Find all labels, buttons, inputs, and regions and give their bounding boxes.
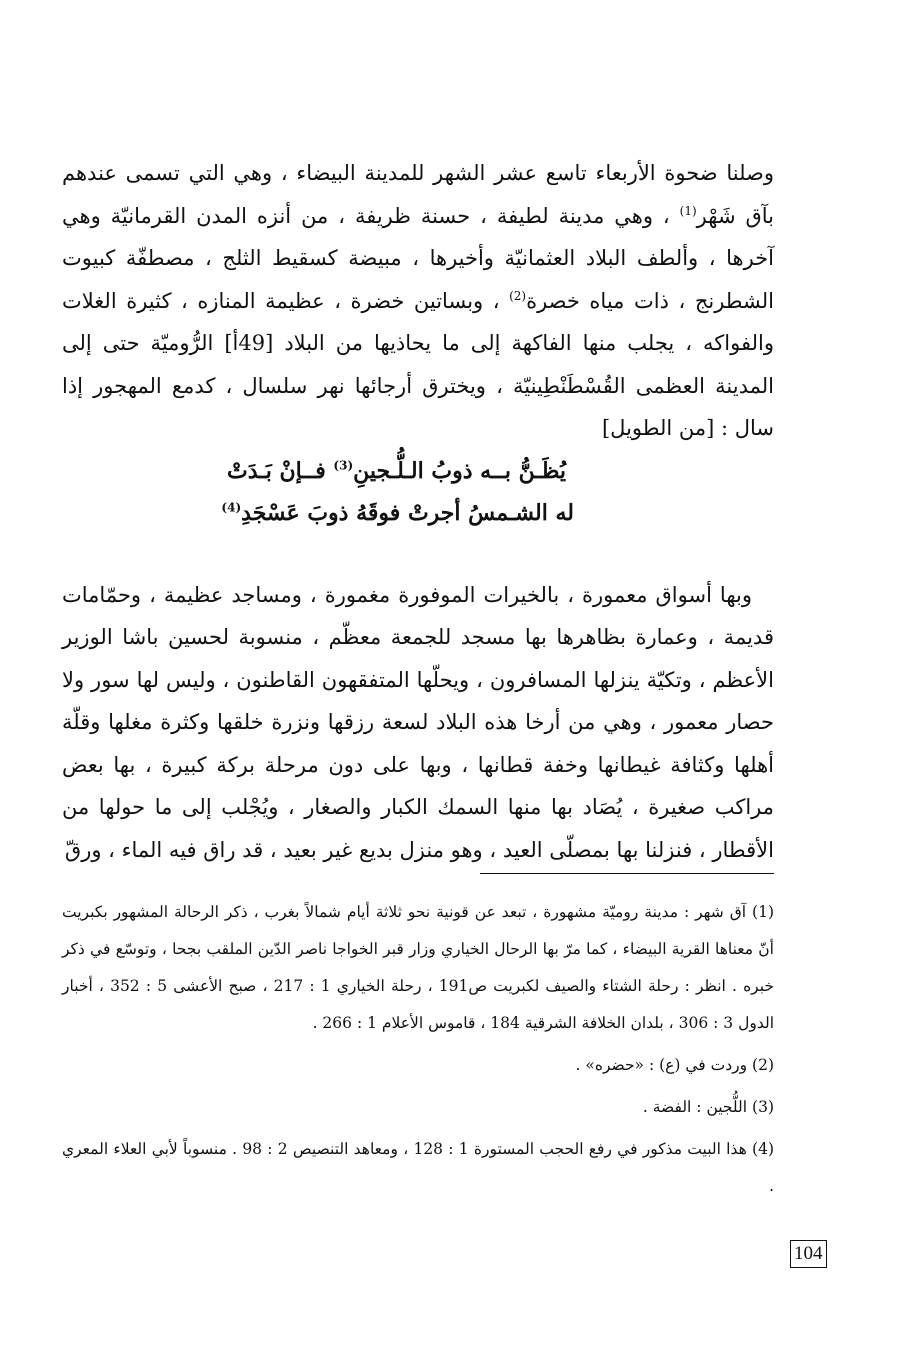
main-text xyxy=(62,152,774,871)
footnote-ref-1[interactable]: (1) xyxy=(679,203,697,218)
footnote-ref-4[interactable]: (4) xyxy=(221,500,242,515)
footnote-ref-3[interactable]: (3) xyxy=(333,458,354,473)
footnote-1: (1) آق شهر : مدينة روميّة مشهورة ، تبعد عن قونية نحو ثلاثة أيام شمالاً بغرب ، ذكر الرحالة المشهور بكبريت أنّ معناها القرية البيضاء ، كما مرّ بها الرحال الخياري وزار قبر الخواجا ناصر الدّين الملقب بجحا ، وتوسّع في ذكر خبره . انظر : رحلة الشتاء والصيف لكبريت ص191 ، رحلة الخياري 1 : 217 ، صبح الأعشى 5 : 352 ، أخبار الدول 3 : 306 ، بلدان الخلافة الشرقية 184 ، قاموس الأعلام 1 : 266 . xyxy=(62,903,774,1032)
footnote-2: (2) وردت في (ع) : «حضره» . xyxy=(575,1056,774,1074)
page-number: 104 xyxy=(790,1240,827,1268)
verse-line-2: له الشـمسُ أجرتْ فوقَهُ ذوبَ عَسْجَدِ$^{(4)}$ xyxy=(221,499,574,526)
footnotes xyxy=(62,894,774,1210)
footnote-divider xyxy=(480,873,774,874)
footnote-3: (3) اللُّجين : الفضة . xyxy=(642,1098,774,1116)
paragraph-1: وصلنا ضحوة الأربعاء تاسع عشر الشهر للمدينة البيضاء ، وهي التي تسمى عندهم بآق شَهْر$^{(1)}$ ، وهي مدينة لطيفة ، حسنة ظريفة ، من أنزه المدن القرمانيّة وهي آخرها ، وألطف البلاد العثمانيّة وأخيرها ، مبيضة كسقيط الثلج ، مصطفّة كبيوت الشطرنج ، ذات مياه خصرة$^{(2)}$ ، وبساتين خضرة ، عظيمة المنازه ، كثيرة الغلات والفواكه ، يجلب منها الفاكهة إلى ما يحاذيها من البلاد [49أ] الرُّوميّة حتى إلى المدينة العظمى القُسْطَنْطِينيّة ، ويخترق أرجائها نهر سلسال ، كدمع المهجور إذا سال : [من الطويل] xyxy=(62,161,775,440)
verse-line-1: يُظَـنُّ بــه ذوبُ الـلُّـجينِ$^{(3)}$ فــإنْ بَـدَتْ xyxy=(226,457,566,484)
paragraph-2: وبها أسواق معمورة ، بالخيرات الموفورة مغمورة ، ومساجد عظيمة ، وحمّامات قديمة ، وعمارة بظاهرها بها مسجد للجمعة معظّم ، منسوبة لحسين باشا الوزير الأعظم ، وتكيّة ينزلها المسافرون ، ويحلّها المتفقهون القاطنون ، وليس لها سور ولا حصار معمور ، وهي من أرخا هذه البلاد لسعة رزقها ونزرة خلقها وكثرة مغلها وقلّة أهلها وكثافة غيطانها وخفة قطانها ، وبها على دون مرحلة بركة كبيرة ، بها بعض مراكب صغيرة ، يُصَاد بها منها السمك الكبار والصغار ، ويُجْلب إلى ما حولها من الأقطار ، فنزلنا بها بمصلّى العيد ، وهو منزل بديع غير بعيد ، قد راق فيه الماء ، ورقّ xyxy=(62,582,774,862)
footnote-4: (4) هذا البيت مذكور في رفع الحجب المستورة 1 : 128 ، ومعاهد التنصيص 2 : 98 . منسوباً لأبي العلاء المعري . xyxy=(62,1140,775,1195)
footnote-ref-2[interactable]: (2) xyxy=(509,288,527,303)
